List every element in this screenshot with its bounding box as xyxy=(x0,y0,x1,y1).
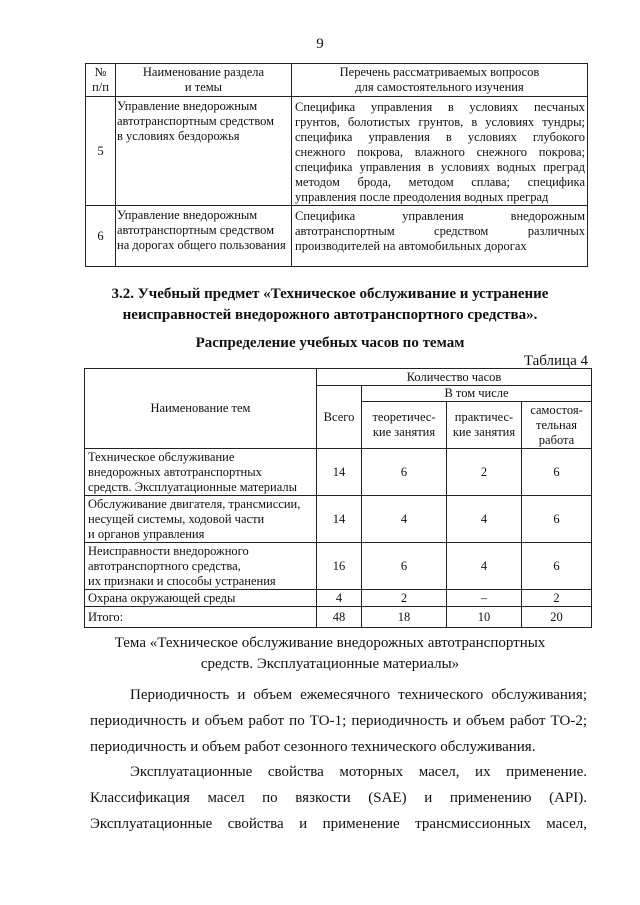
total-row xyxy=(85,607,592,628)
row-number: 6 xyxy=(86,206,116,267)
page-number: 9 xyxy=(316,36,324,52)
row-total: 14 xyxy=(317,449,362,496)
row-topic: Техническое обслуживание внедорожных автотранспортных средств. Эксплуатационные материалы xyxy=(85,449,317,496)
header-questions: Перечень рассматриваемых вопросов для самостоятельного изучения xyxy=(292,64,588,97)
row-theory: 4 xyxy=(362,496,447,543)
table-row xyxy=(85,543,592,590)
table-label: Таблица 4 xyxy=(523,353,588,369)
row-section-name: Управление внедорожным автотранспортным средством на дорогах общего пользования xyxy=(116,206,292,267)
row-topic: Неисправности внедорожного автотранспортного средства, их признаки и способы устранения xyxy=(85,543,317,590)
row-topic: Обслуживание двигателя, трансмиссии, несущей системы, ходовой части и органов управления xyxy=(85,496,317,543)
row-total: 14 xyxy=(317,496,362,543)
total-practice: 10 xyxy=(447,607,522,628)
table-row xyxy=(86,97,588,206)
header-theory: теоретичес- кие занятия xyxy=(362,402,447,449)
header-practice: практичес- кие занятия xyxy=(447,402,522,449)
table-row xyxy=(85,496,592,543)
table-row xyxy=(85,590,592,607)
row-independent: 2 xyxy=(522,590,592,607)
total-label: Итого: xyxy=(85,607,317,628)
header-independent: самостоя- тельная работа xyxy=(522,402,592,449)
row-questions: Специфика управления внедорожным автотранспортным средством различных производителей на автомобильных дорогах xyxy=(292,206,588,267)
total-theory: 18 xyxy=(362,607,447,628)
row-theory: 6 xyxy=(362,449,447,496)
row-practice: 4 xyxy=(447,496,522,543)
row-independent: 6 xyxy=(522,449,592,496)
table-row xyxy=(85,449,592,496)
section-heading: 3.2. Учебный предмет «Техническое обслуживание и устранение неисправностей внедорожного автотранспортного средства». xyxy=(111,286,549,323)
row-theory: 2 xyxy=(362,590,447,607)
row-theory: 6 xyxy=(362,543,447,590)
topics-questions-table xyxy=(85,63,588,267)
row-practice: 2 xyxy=(447,449,522,496)
row-independent: 6 xyxy=(522,496,592,543)
topic-title: Тема «Техническое обслуживание внедорожных автотранспортных средств. Эксплуатационные материалы» xyxy=(114,635,546,672)
total-total: 48 xyxy=(317,607,362,628)
row-total: 4 xyxy=(317,590,362,607)
header-number: № п/п xyxy=(86,64,116,97)
row-total: 16 xyxy=(317,543,362,590)
header-including: В том числе xyxy=(362,386,592,402)
header-hours: Количество часов xyxy=(317,369,592,386)
table-header-row xyxy=(86,64,588,97)
header-total: Всего xyxy=(317,386,362,449)
total-independent: 20 xyxy=(522,607,592,628)
hours-distribution-table xyxy=(84,368,592,628)
paragraph-oils: Эксплуатационные свойства моторных масел, их применение. Классификация масел по вязкости (SAE) и применению (API). Эксплуатационные свойства и применение трансмиссионных масел, xyxy=(90,764,587,832)
row-section-name: Управление внедорожным автотранспортным средством в условиях бездорожья xyxy=(116,97,292,206)
row-questions: Специфика управления в условиях песчаных грунтов, болотистых грунтов, в условиях тундры; специфика управления в условиях глубокого снежного покрова, влажного снежного покрова; специфика управления в условиях водных преград методом брода, методом сплава; специфика управления после преодоления водных преград xyxy=(292,97,588,206)
distribution-title: Распределение учебных часов по темам xyxy=(195,335,465,351)
row-practice: – xyxy=(447,590,522,607)
table-row xyxy=(86,206,588,267)
row-number: 5 xyxy=(86,97,116,206)
header-topic: Наименование тем xyxy=(85,369,317,449)
row-practice: 4 xyxy=(447,543,522,590)
row-topic: Охрана окружающей среды xyxy=(85,590,317,607)
header-section-name: Наименование раздела и темы xyxy=(116,64,292,97)
paragraph-maintenance: Периодичность и объем ежемесячного технического обслуживания; периодичность и объем работ по ТО-1; периодичность и объем работ ТО-2; периодичность и объем работ сезонного технического обслуживания. xyxy=(90,687,587,755)
table-header-row xyxy=(85,369,592,386)
row-independent: 6 xyxy=(522,543,592,590)
